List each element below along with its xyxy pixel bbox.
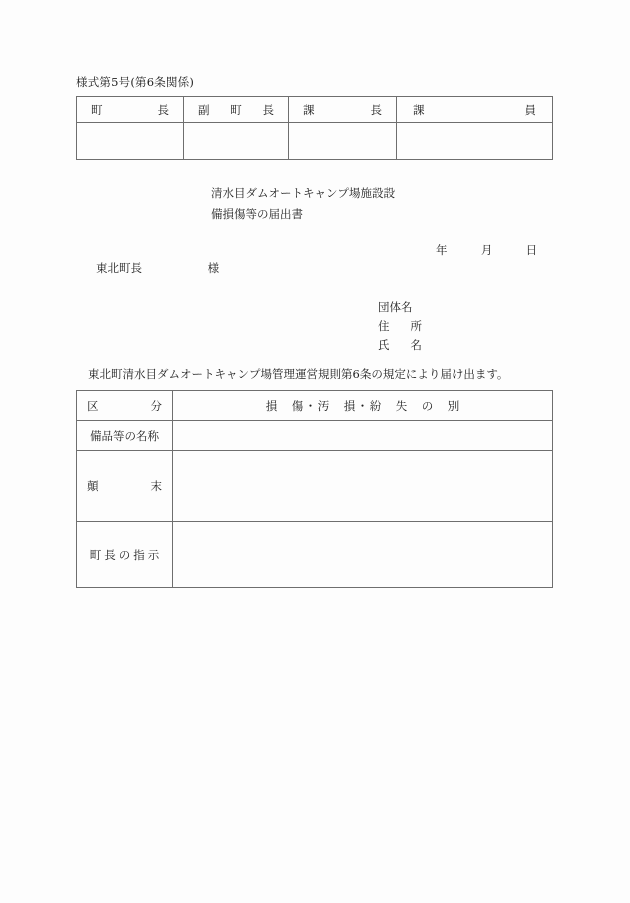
date-line — [436, 242, 537, 258]
details-circumstances-label-cell — [77, 451, 173, 522]
date-day-label: 日 — [525, 243, 538, 257]
approval-header-staff-right: 員 — [524, 102, 536, 117]
approval-stamp-row — [77, 123, 553, 160]
approval-header-deputy-mayor-left: 副 — [198, 102, 210, 117]
form-number: 様式第5号(第6条関係) — [76, 75, 195, 89]
addressee-name: 東北町長 — [96, 261, 142, 275]
regulation-statement: 東北町清水目ダムオートキャンプ場管理運営規則第6条の規定により届け出ます。 — [88, 367, 509, 381]
approval-header-section-chief-left: 課 — [303, 102, 315, 117]
approval-header-mayor — [77, 97, 184, 123]
approval-stamp-cell-section-chief[interactable] — [289, 123, 397, 160]
applicant-address-label-left: 住 — [378, 319, 390, 333]
details-item-name-row — [77, 421, 553, 451]
applicant-name-row — [378, 336, 422, 355]
details-item-name-label-cell — [77, 421, 173, 451]
approval-header-deputy-mayor-mid: 町 — [230, 102, 242, 117]
details-header-row — [77, 391, 553, 421]
applicant-address-label-right: 所 — [410, 319, 422, 333]
applicant-address-row — [378, 317, 422, 336]
approval-header-deputy-mayor — [184, 97, 289, 123]
approval-header-deputy-mayor-right: 長 — [262, 102, 274, 117]
details-header-damage-type-label: 損 傷・汚 損・紛 失 の 別 — [265, 398, 461, 413]
approval-header-section-chief — [289, 97, 397, 123]
approval-header-mayor-left: 町 — [91, 102, 103, 117]
details-mayor-instruction-value-cell[interactable] — [173, 522, 553, 588]
applicant-name-label-left: 氏 — [378, 338, 390, 352]
details-circumstances-row — [77, 451, 553, 522]
approval-header-row — [77, 97, 553, 123]
report-details-table — [76, 390, 553, 588]
details-item-name-label: 備品等の名称 — [90, 428, 159, 443]
approval-stamp-cell-deputy-mayor[interactable] — [184, 123, 289, 160]
approval-header-section-chief-right: 長 — [370, 102, 382, 117]
details-circumstances-label-right: 末 — [150, 479, 162, 493]
applicant-organization-label: 団体名 — [378, 300, 413, 314]
document-title-line-1: 清水目ダムオートキャンプ場施設設 — [211, 186, 395, 200]
details-item-name-value-cell[interactable] — [173, 421, 553, 451]
approval-stamp-cell-staff[interactable] — [397, 123, 553, 160]
date-month-label: 月 — [480, 243, 493, 257]
applicant-block — [378, 298, 422, 355]
approval-stamp-table — [76, 96, 553, 160]
date-year-label: 年 — [436, 243, 448, 257]
addressee-honorific: 様 — [207, 261, 220, 275]
details-header-damage-type-cell — [173, 391, 553, 421]
details-circumstances-label-left: 顛 — [87, 479, 99, 493]
details-mayor-instruction-row — [77, 522, 553, 588]
applicant-name-label-right: 名 — [410, 338, 422, 352]
details-header-category-right: 分 — [150, 398, 162, 413]
details-circumstances-value-cell[interactable] — [173, 451, 553, 522]
details-header-category-cell — [77, 391, 173, 421]
details-mayor-instruction-label: 町長の指示 — [89, 547, 163, 562]
applicant-organization-row — [378, 298, 422, 317]
approval-header-staff-left: 課 — [413, 102, 425, 117]
details-header-category-left: 区 — [87, 398, 99, 413]
addressee-line — [96, 260, 219, 276]
approval-header-staff — [397, 97, 553, 123]
document-title — [211, 183, 395, 225]
document-title-line-2: 備損傷等の届出書 — [211, 207, 303, 221]
approval-stamp-cell-mayor[interactable] — [77, 123, 184, 160]
approval-header-mayor-right: 長 — [157, 102, 169, 117]
details-mayor-instruction-label-cell — [77, 522, 173, 588]
